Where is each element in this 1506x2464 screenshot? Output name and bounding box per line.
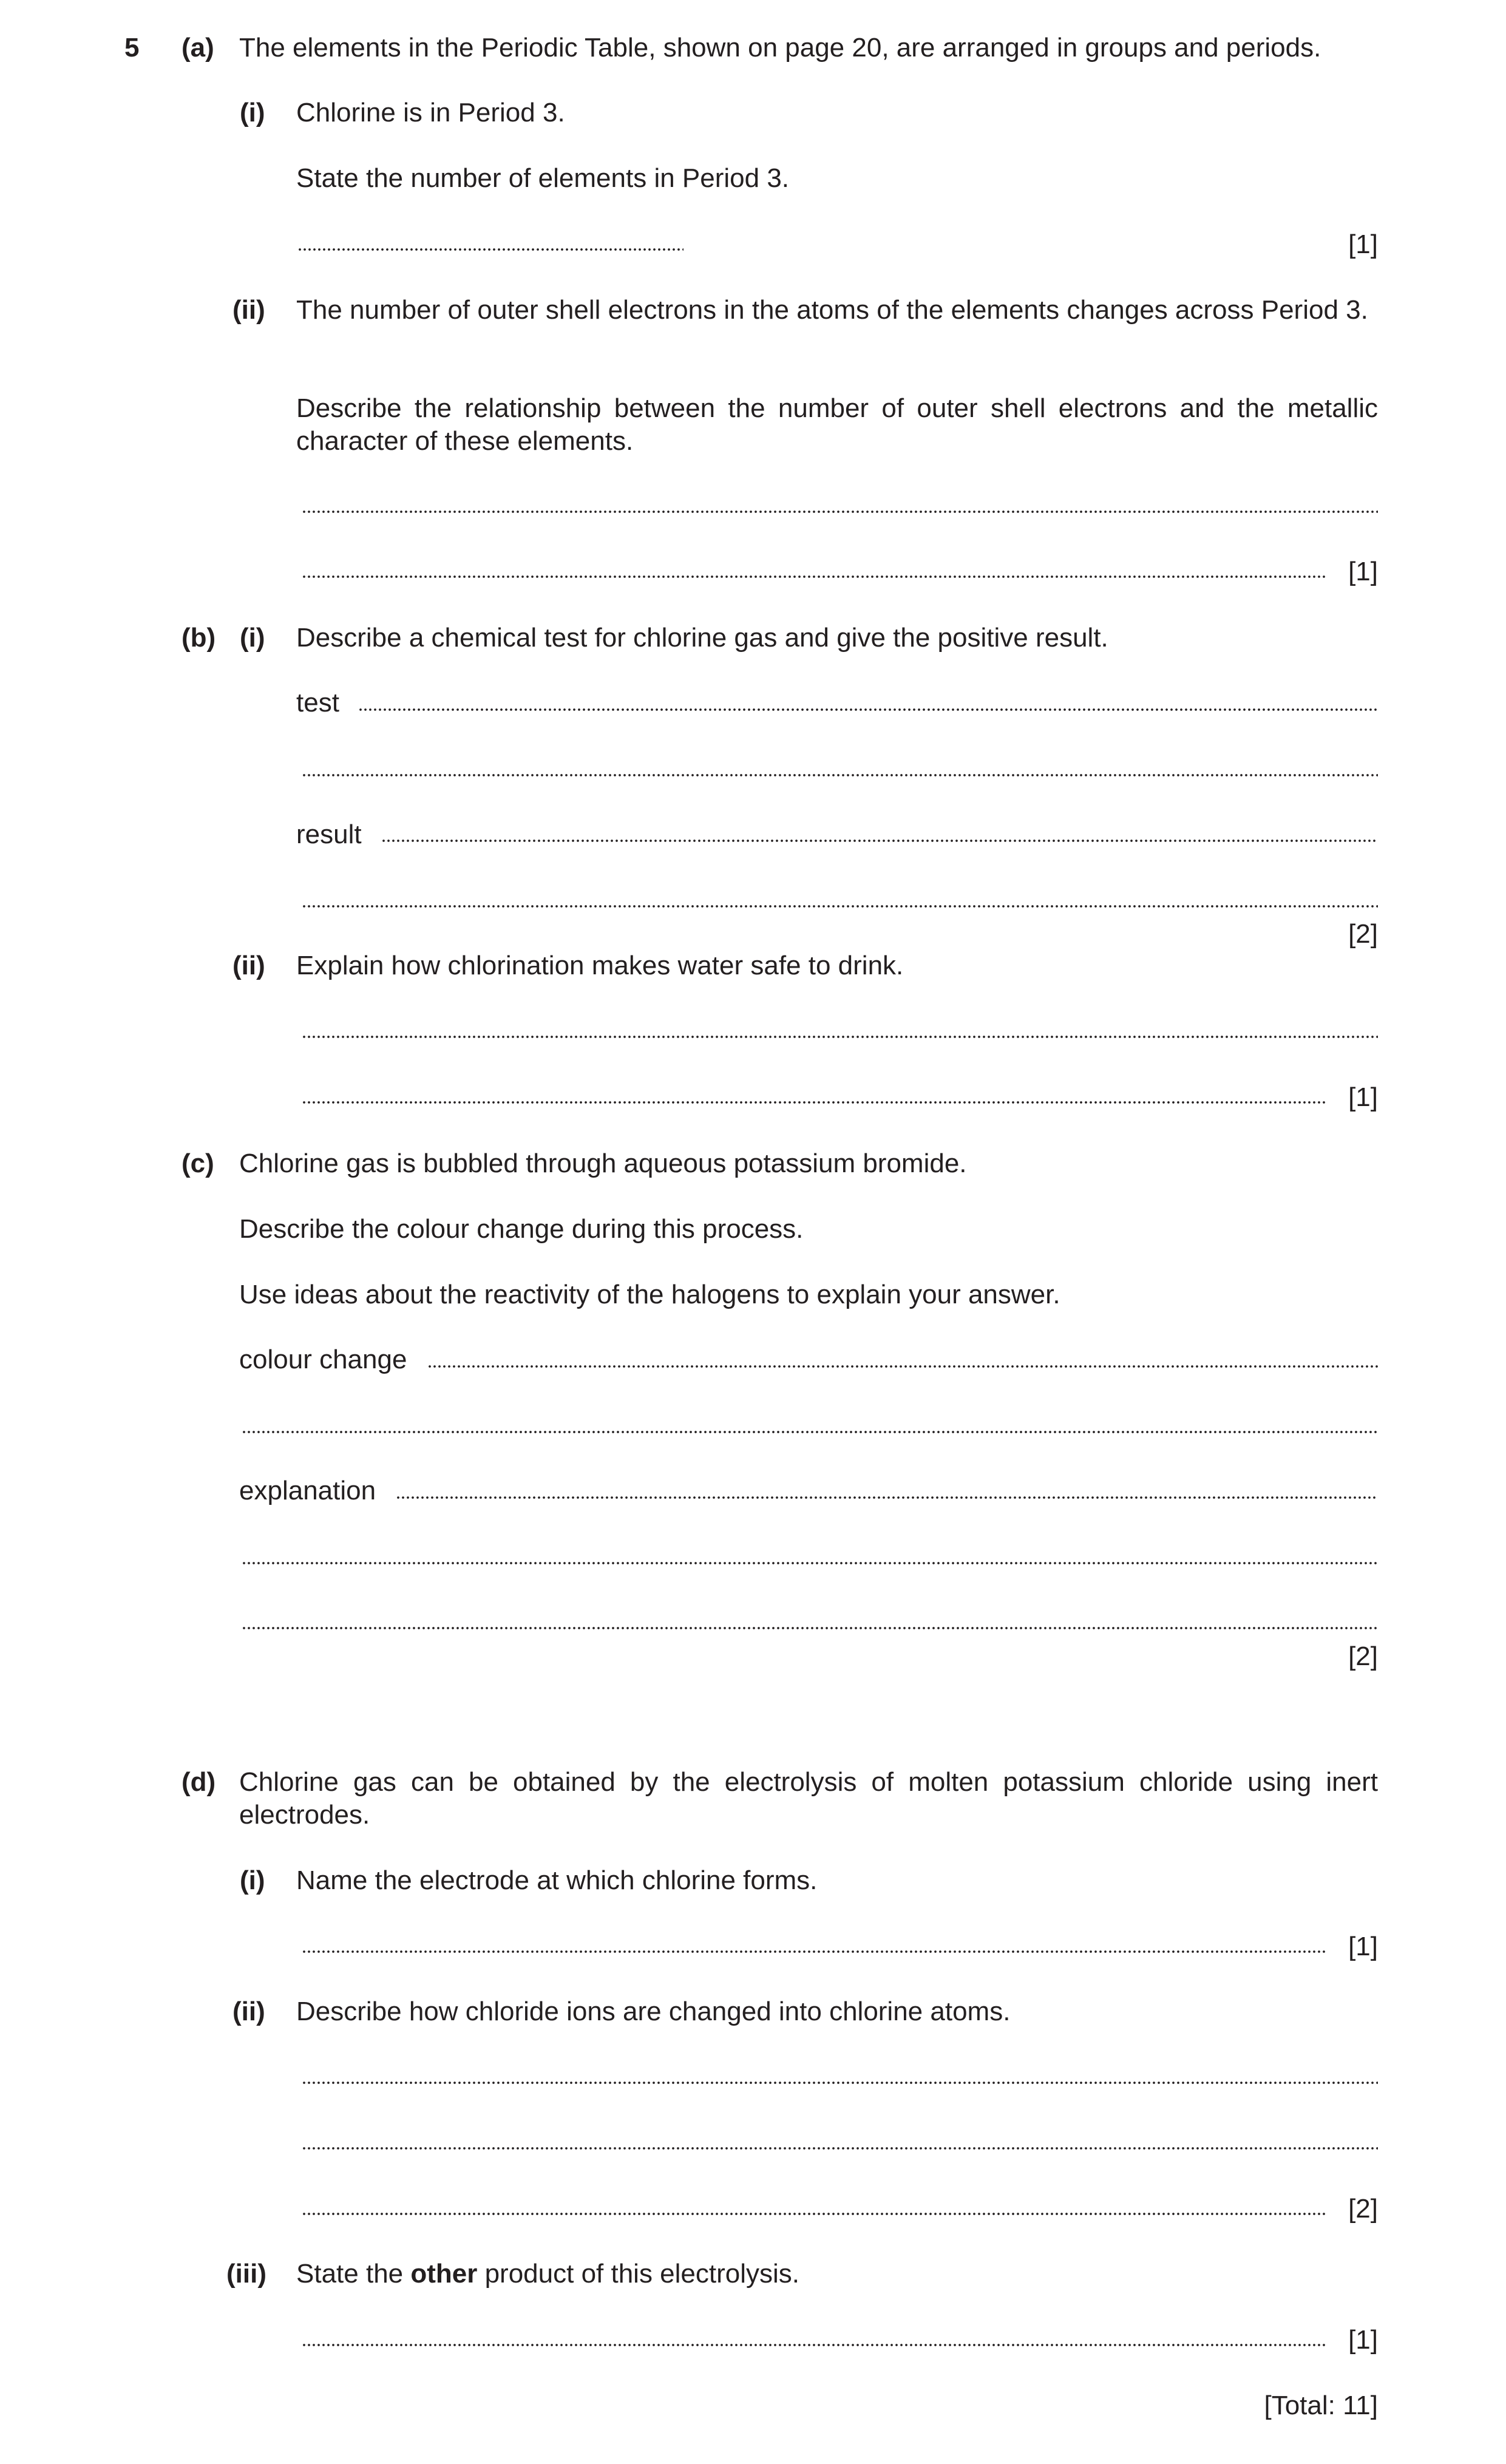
part-a-ii-para1: The number of outer shell electrons in the atoms of the elements changes across Period 3. — [296, 295, 1368, 325]
part-d-iii-text-before: State the — [296, 2259, 411, 2289]
part-b-i-label: (i) — [240, 623, 265, 653]
part-d-stem: Chlorine gas can be obtained by the electrolysis of molten potassium chloride using inert electrodes. — [239, 1767, 1378, 1830]
answer-line[interactable] — [242, 1429, 1378, 1435]
result-answer-line[interactable] — [381, 838, 1378, 844]
part-d-ii-text: Describe how chloride ions are changed into chlorine atoms. — [296, 1997, 1011, 2026]
part-d-ii-label: (ii) — [232, 1997, 265, 2026]
part-d-i-text: Name the electrode at which chlorine forms. — [296, 1865, 818, 1895]
colour-change-label: colour change — [239, 1345, 407, 1374]
mark-allocation: [1] — [1348, 1932, 1378, 1961]
answer-line[interactable] — [302, 509, 1378, 515]
part-d-i-label: (i) — [240, 1865, 265, 1895]
answer-line[interactable] — [242, 1560, 1378, 1566]
result-label: result — [296, 820, 362, 849]
mark-allocation: [1] — [1348, 229, 1378, 259]
answer-line[interactable] — [302, 574, 1328, 580]
mark-allocation: [2] — [1348, 919, 1378, 949]
part-a-label: (a) — [181, 33, 214, 63]
part-c-label: (c) — [181, 1149, 214, 1178]
explanation-label: explanation — [239, 1476, 376, 1505]
answer-line[interactable] — [302, 903, 1378, 909]
part-a-i-line2: State the number of elements in Period 3. — [296, 163, 790, 193]
answer-line[interactable] — [302, 2342, 1328, 2348]
answer-line[interactable] — [302, 1099, 1328, 1105]
mark-allocation: [2] — [1348, 2194, 1378, 2224]
part-b-label: (b) — [181, 623, 216, 653]
part-d-iii-emphasis: other — [410, 2259, 478, 2289]
part-d-iii-text — [296, 2258, 799, 2290]
part-d-iii-text-after: product of this electrolysis. — [477, 2259, 800, 2289]
answer-line[interactable] — [302, 1949, 1328, 1955]
colour-change-answer-line[interactable] — [427, 1363, 1378, 1369]
part-a-i-label: (i) — [240, 98, 265, 127]
part-a-ii-label: (ii) — [232, 295, 265, 325]
part-c-line1: Chlorine gas is bubbled through aqueous potassium bromide. — [239, 1149, 967, 1178]
answer-line[interactable] — [302, 1034, 1378, 1040]
question-total: [Total: 11] — [1264, 2391, 1378, 2420]
part-a-ii-para2: Describe the relationship between the number of outer shell electrons and the metallic character of these elements. — [296, 393, 1378, 456]
mark-allocation: [1] — [1348, 2325, 1378, 2355]
answer-line[interactable] — [302, 2145, 1378, 2151]
part-a-stem: The elements in the Periodic Table, shown on page 20, are arranged in groups and periods. — [239, 33, 1321, 63]
question-number: 5 — [124, 33, 140, 63]
part-c-line2: Describe the colour change during this process. — [239, 1214, 804, 1244]
part-d-label: (d) — [181, 1767, 216, 1797]
part-b-ii-label: (ii) — [232, 951, 265, 980]
answer-line[interactable] — [297, 246, 683, 253]
answer-line[interactable] — [302, 2080, 1378, 2086]
answer-line[interactable] — [242, 1625, 1378, 1631]
test-label: test — [296, 688, 339, 718]
part-d-iii-label: (iii) — [226, 2259, 266, 2289]
answer-line[interactable] — [302, 2211, 1328, 2217]
mark-allocation: [1] — [1348, 557, 1378, 586]
mark-allocation: [2] — [1348, 1641, 1378, 1671]
part-b-i-text: Describe a chemical test for chlorine gas and give the positive result. — [296, 623, 1108, 653]
part-c-line3: Use ideas about the reactivity of the halogens to explain your answer. — [239, 1280, 1060, 1309]
test-answer-line[interactable] — [358, 707, 1378, 713]
part-a-i-line1: Chlorine is in Period 3. — [296, 98, 565, 127]
explanation-answer-line[interactable] — [396, 1495, 1378, 1501]
part-b-ii-text: Explain how chlorination makes water safe to drink. — [296, 951, 904, 980]
answer-line[interactable] — [302, 772, 1378, 778]
mark-allocation: [1] — [1348, 1082, 1378, 1112]
